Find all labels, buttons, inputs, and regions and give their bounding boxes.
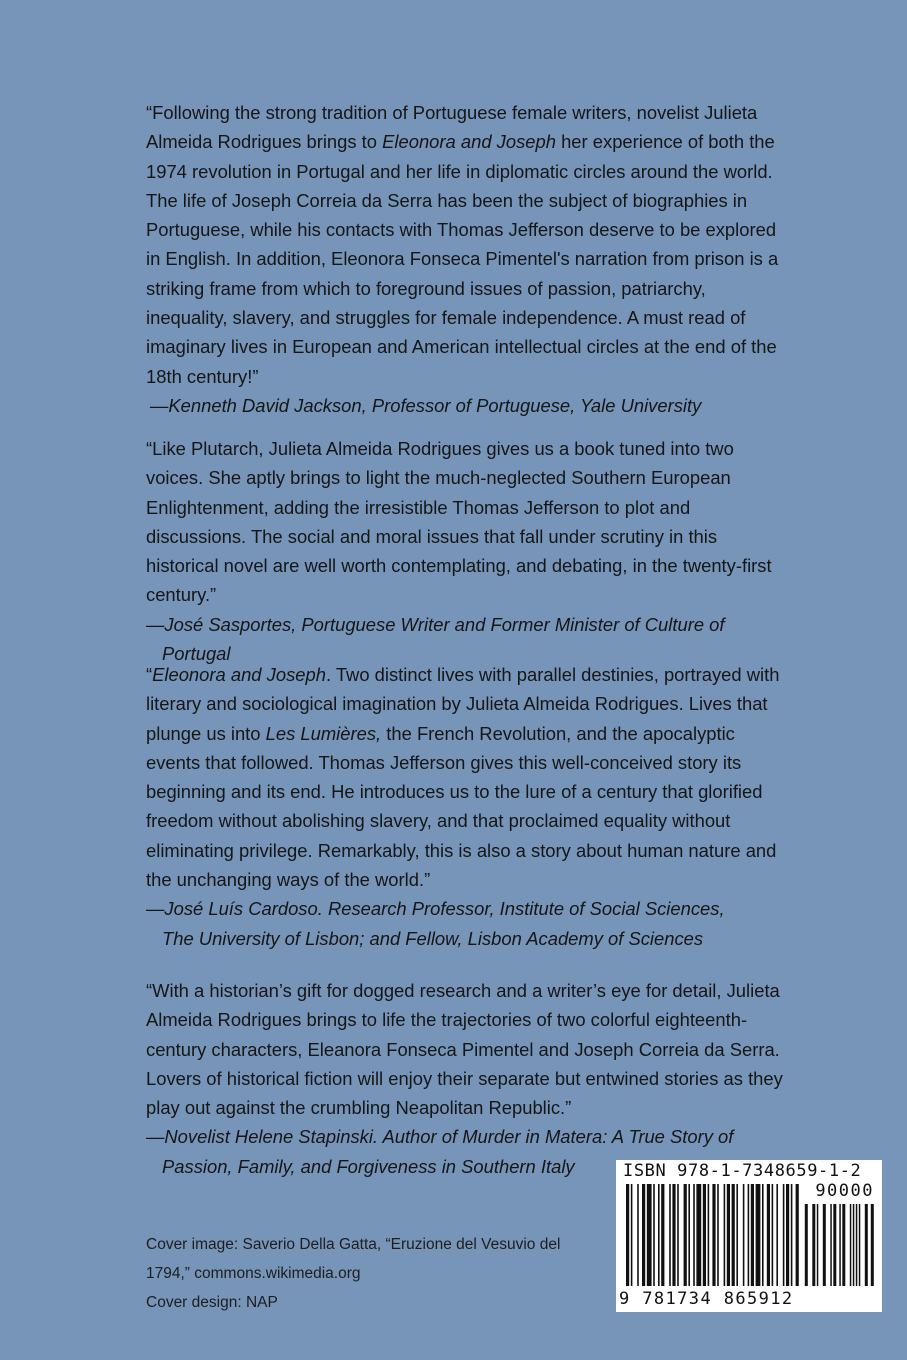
book-title: Eleonora and Joseph — [152, 664, 326, 685]
review-quote: “Like Plutarch, Julieta Almeida Rodrigues gives us a book tuned into two voices. She aptly brings to light the much-neglected Southern European Enlightenment, adding the irresistible Thomas Jefferson to plot and discussions. The social and moral issues that fall under scrutiny in this historical novel are well worth contemplating, and debating, in the twenty-first century.” — [146, 438, 772, 606]
review-1 — [146, 98, 786, 420]
ean-digits: 9 781734 865912 — [619, 1289, 794, 1309]
review-quote: “Following the strong tradition of Portuguese female writers, novelist Julieta Almeida Rodrigues brings to Eleonora and Joseph her experience of both the 1974 revolution in Portugal and her life in diplomatic circles around the world. The life of Joseph Correia da Serra has been the subject of biographies in Portuguese, while his contacts with Thomas Jefferson deserve to be explored in English. In addition, Eleonora Fonseca Pimentel's narration from prison is a striking frame from which to foreground issues of passion, patriarchy, inequality, slavery, and struggles for female independence. A must read of imaginary lives in European and American intellectual circles at the end of the 18th century!” — [146, 102, 779, 387]
review-4 — [146, 976, 786, 1181]
cover-image-credit: Cover image: Saverio Della Gatta, “Eruzione del Vesuvio del 1794,” commons.wikimedia.org — [146, 1236, 561, 1282]
cover-design-credit: Cover design: NAP — [146, 1294, 278, 1311]
review-2 — [146, 434, 786, 668]
isbn-barcode — [616, 1160, 882, 1312]
review-quote: “Eleonora and Joseph. Two distinct lives with parallel destinies, portrayed with literary and sociological imagination by Julieta Almeida Rodrigues. Lives that plunge us into Les Lumières, the French Revolution, and the apocalyptic events that followed. Thomas Jefferson gives this well-conceived story its beginning and its end. He introduces us to the lure of a century that glorified freedom without abolishing slavery, and that proclaimed equality without eliminating privilege. Remarkably, this is also a story about human nature and the unchanging ways of the world.” — [146, 664, 780, 891]
review-quote: “With a historian’s gift for dogged research and a writer’s eye for detail, Julieta Almeida Rodrigues brings to life the trajectories of two colorful eighteenth-century characters, Eleanora Fonseca Pimentel and Joseph Correia da Serra. Lovers of historical fiction will enjoy their separate but entwined stories as they play out against the crumbling Neapolitan Republic.” — [146, 980, 783, 1119]
review-attribution: —Novelist Helene Stapinski. Author of Murder in Matera: A True Story of Passion, Family, and Forgiveness in Southern Italy — [146, 1126, 734, 1177]
cover-credits — [146, 1230, 586, 1317]
review-3 — [146, 660, 786, 953]
isbn-label: ISBN 978-1-7348659-1-2 — [623, 1161, 862, 1181]
price-code: 90000 — [815, 1181, 874, 1201]
review-attribution: —José Luís Cardoso. Research Professor, Institute of Social Sciences, The University of Lisbon; and Fellow, Lisbon Academy of Sciences — [146, 898, 725, 949]
review-attribution: —Kenneth David Jackson, Professor of Portuguese, Yale University — [150, 394, 702, 416]
review-attribution: —José Sasportes, Portuguese Writer and Former Minister of Culture of Portugal — [146, 613, 725, 665]
barcode-bars-icon — [624, 1184, 874, 1286]
book-title: Eleonora and Joseph — [382, 131, 556, 153]
